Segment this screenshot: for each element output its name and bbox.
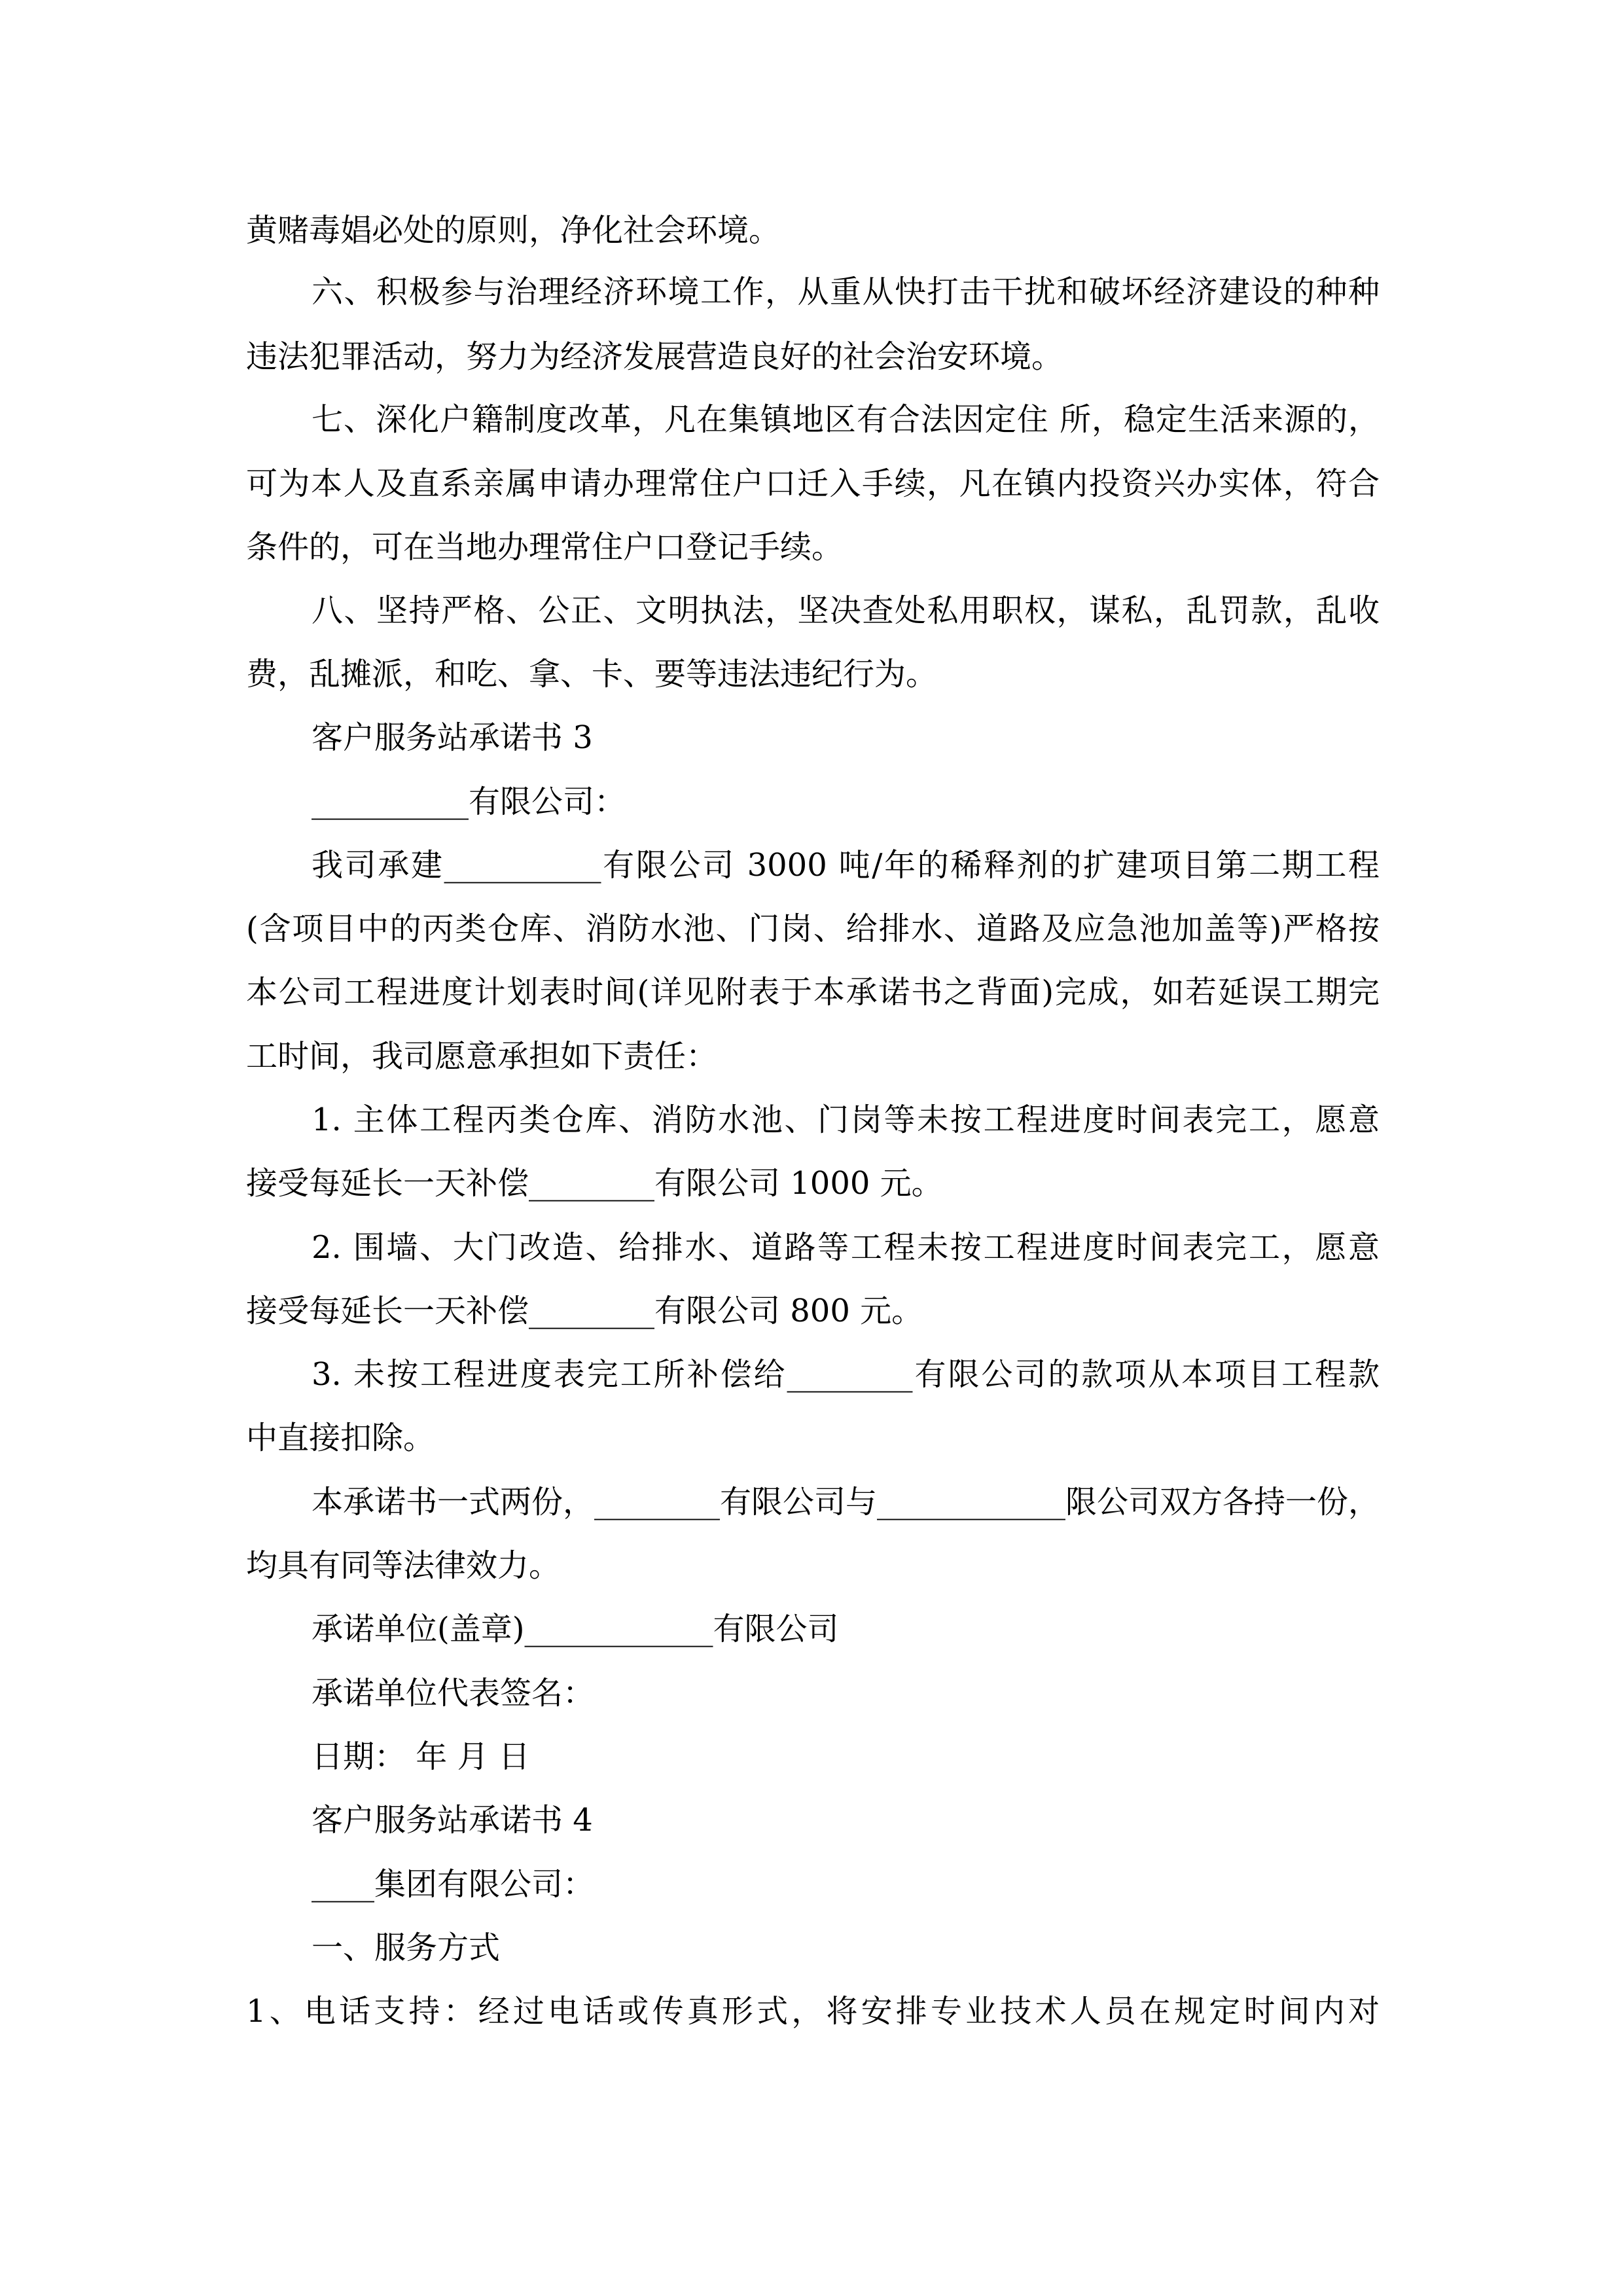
subsection-heading: 一、服务方式 [312, 1929, 501, 1966]
addressee-line: ____集团有限公司： [312, 1866, 595, 1903]
body-line: 接受每延长一天补偿________有限公司 1000 元。 [246, 1165, 943, 1202]
body-line: 八、坚持严格、公正、文明执法，坚决查处私用职权，谋私，乱罚款，乱收 [312, 592, 1380, 629]
body-line: 1、电话支持：经过电话或传真形式，将安排专业技术人员在规定时间内对 [246, 1993, 1380, 2030]
body-line: 3. 未按工程进度表完工所补偿给________有限公司的款项从本项目工程款 [312, 1356, 1380, 1393]
signature-line: 承诺单位(盖章)____________有限公司 [312, 1611, 839, 1647]
body-line: 黄赌毒娼必处的原则，净化社会环境。 [246, 212, 781, 249]
body-line: 可为本人及直系亲属申请办理常住户口迁入手续，凡在镇内投资兴办实体，符合 [246, 465, 1380, 502]
body-line: 均具有同等法律效力。 [246, 1547, 561, 1584]
body-line: 六、积极参与治理经济环境工作，从重从快打击干扰和破坏经济建设的种种 [312, 274, 1380, 310]
section-heading: 客户服务站承诺书 4 [312, 1802, 593, 1839]
body-line: 条件的，可在当地办理常住户口登记手续。 [246, 529, 844, 565]
body-line: 中直接扣除。 [246, 1420, 435, 1456]
body-line: 2. 围墙、大门改造、给排水、道路等工程未按工程进度时间表完工，愿意 [312, 1229, 1380, 1266]
body-line: 违法犯罪活动，努力为经济发展营造良好的社会治安环境。 [246, 338, 1063, 375]
body-line: 本公司工程进度计划表时间(详见附表于本承诺书之背面)完成，如若延误工期完 [246, 974, 1380, 1011]
signature-line: 承诺单位代表签名： [312, 1675, 595, 1712]
body-line: (含项目中的丙类仓库、消防水池、门岗、给排水、道路及应急池加盖等)严格按 [246, 910, 1380, 947]
body-line: 工时间，我司愿意承担如下责任： [246, 1038, 718, 1075]
addressee-line: __________有限公司： [312, 783, 626, 820]
body-line: 费，乱摊派，和吃、拿、卡、要等违法违纪行为。 [246, 656, 938, 692]
body-line: 七、深化户籍制度改革，凡在集镇地区有合法因定住 所，稳定生活来源的， [312, 401, 1380, 438]
body-line: 本承诺书一式两份，________有限公司与____________限公司双方各持一份， [312, 1484, 1380, 1520]
section-heading: 客户服务站承诺书 3 [312, 719, 593, 756]
body-line: 接受每延长一天补偿________有限公司 800 元。 [246, 1293, 923, 1329]
body-line: 1. 主体工程丙类仓库、消防水池、门岗等未按工程进度时间表完工，愿意 [312, 1102, 1380, 1138]
date-line: 日期： 年 月 日 [312, 1738, 530, 1775]
body-line: 我司承建__________有限公司 3000 吨/年的稀释剂的扩建项目第二期工程 [312, 847, 1380, 884]
